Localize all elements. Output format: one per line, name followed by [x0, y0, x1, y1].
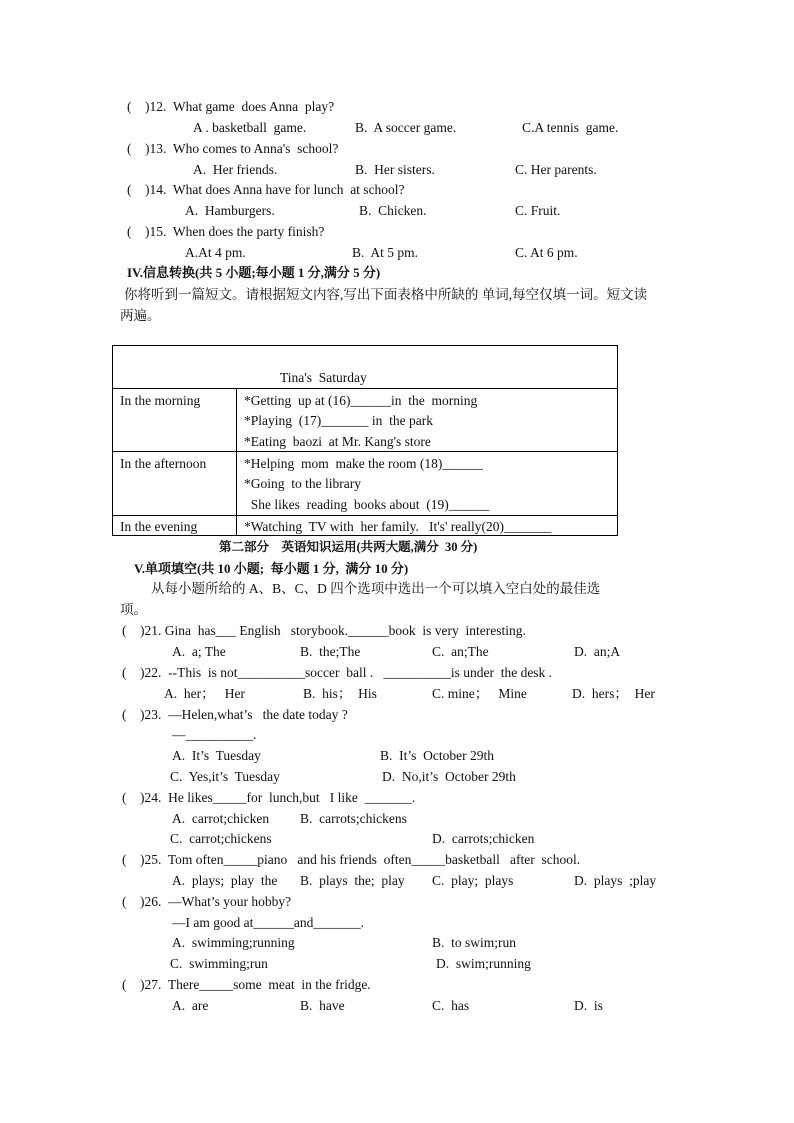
table-row-morning-label: In the morning [120, 393, 201, 408]
question-25-stem: ( )25. Tom often_____piano and his friends often_____basketball after school. [122, 852, 581, 867]
question-23-stem: ( )23. —Helen,what’s the date today ? [122, 707, 348, 722]
section-4-instruction-line1: 你将听到一篇短文。请根据短文内容,写出下面表格中所缺的 单词,每空仅填一词。短文读 [124, 287, 648, 302]
question-15-option-b: B. At 5 pm. [352, 245, 419, 260]
section-4-title: IV.信息转换(共 5 小题;每小题 1 分,满分 5 分) [127, 265, 381, 280]
question-25-option-b: B. plays the; play [300, 873, 405, 888]
question-14-option-b: B. Chicken. [359, 203, 427, 218]
question-13-option-a: A. Her friends. [193, 162, 278, 177]
question-23-line2: —__________. [172, 727, 257, 742]
question-26-option-d: D. swim;running [436, 956, 531, 971]
question-27-option-a: A. are [172, 998, 209, 1013]
question-22-option-d: D. hers； Her [572, 686, 655, 701]
section-5-instruction-line1: 从每小题所给的 A、B、C、D 四个选项中选出一个可以填入空白处的最佳选 [151, 581, 601, 596]
question-25-option-a: A. plays; play the [172, 873, 278, 888]
question-27-option-d: D. is [574, 998, 603, 1013]
table-title: Tina's Saturday [280, 370, 367, 385]
question-21-option-a: A. a; The [172, 644, 226, 659]
question-21-option-b: B. the;The [300, 644, 361, 659]
question-24-option-c: C. carrot;chickens [170, 831, 272, 846]
question-24-option-d: D. carrots;chicken [432, 831, 535, 846]
table-row-afternoon-label: In the afternoon [120, 456, 207, 471]
question-14-option-c: C. Fruit. [515, 203, 561, 218]
table-row-morning-line2: *Playing (17)_______ in the park [244, 413, 433, 428]
question-24-option-a: A. carrot;chicken [172, 811, 270, 826]
question-15-option-c: C. At 6 pm. [515, 245, 578, 260]
question-27-option-b: B. have [300, 998, 345, 1013]
table-row-evening-line1: *Watching TV with her family. It's' really(20)_______ [244, 519, 552, 534]
table-row-morning-line3: *Eating baozi at Mr. Kang's store [244, 434, 431, 449]
table-row-morning-line1: *Getting up at (16)______in the morning [244, 393, 478, 408]
question-22-stem: ( )22. --This is not__________soccer ball . __________is under the desk . [122, 665, 553, 680]
question-22-option-c: C. mine； Mine [432, 686, 527, 701]
question-26-option-a: A. swimming;running [172, 935, 295, 950]
question-26-option-b: B. to swim;run [432, 935, 517, 950]
question-12-option-c: C.A tennis game. [522, 120, 619, 135]
question-21-stem: ( )21. Gina has___ English storybook.______book is very interesting. [122, 623, 526, 638]
question-23-option-a: A. It’s Tuesday [172, 748, 261, 763]
question-24-option-b: B. carrots;chickens [300, 811, 407, 826]
question-15-option-a: A.At 4 pm. [185, 245, 246, 260]
question-27-option-c: C. has [432, 998, 470, 1013]
question-14-option-a: A. Hamburgers. [185, 203, 275, 218]
question-25-option-d: D. plays ;play [574, 873, 657, 888]
question-13-option-b: B. Her sisters. [355, 162, 435, 177]
question-21-option-d: D. an;A [574, 644, 621, 659]
table-row-afternoon-line3: She likes reading books about (19)______ [244, 497, 490, 512]
section-5-title: V.单项填空(共 10 小题; 每小题 1 分, 满分 10 分) [134, 561, 409, 576]
question-23-option-d: D. No,it’s October 29th [382, 769, 516, 784]
question-14-stem: ( )14. What does Anna have for lunch at school? [127, 182, 405, 197]
section-4-instruction-line2: 两遍。 [120, 308, 161, 323]
question-26-stem: ( )26. —What’s your hobby? [122, 894, 292, 909]
question-15-stem: ( )15. When does the party finish? [127, 224, 325, 239]
question-22-option-b: B. his； His [303, 686, 377, 701]
question-13-stem: ( )13. Who comes to Anna's school? [127, 141, 339, 156]
question-24-stem: ( )24. He likes_____for lunch,but I like _______. [122, 790, 416, 805]
question-26-option-c: C. swimming;run [170, 956, 268, 971]
question-12-option-b: B. A soccer game. [355, 120, 457, 135]
question-12-option-a: A . basketball game. [193, 120, 307, 135]
question-26-line2: —I am good at______and_______. [172, 915, 364, 930]
table-row-afternoon-line1: *Helping mom make the room (18)______ [244, 456, 483, 471]
table-row-afternoon-line2: *Going to the library [244, 476, 361, 491]
question-23-option-b: B. It’s October 29th [380, 748, 494, 763]
table-row-evening-label: In the evening [120, 519, 198, 534]
question-13-option-c: C. Her parents. [515, 162, 597, 177]
question-25-option-c: C. play; plays [432, 873, 514, 888]
question-12-stem: ( )12. What game does Anna play? [127, 99, 335, 114]
question-21-option-c: C. an;The [432, 644, 489, 659]
question-22-option-a: A. her； Her [164, 686, 245, 701]
part-2-header: 第二部分 英语知识运用(共两大题,满分 30 分) [219, 540, 478, 554]
question-23-option-c: C. Yes,it’s Tuesday [170, 769, 280, 784]
question-27-stem: ( )27. There_____some meat in the fridge. [122, 977, 371, 992]
section-5-instruction-line2: 项。 [120, 602, 147, 617]
